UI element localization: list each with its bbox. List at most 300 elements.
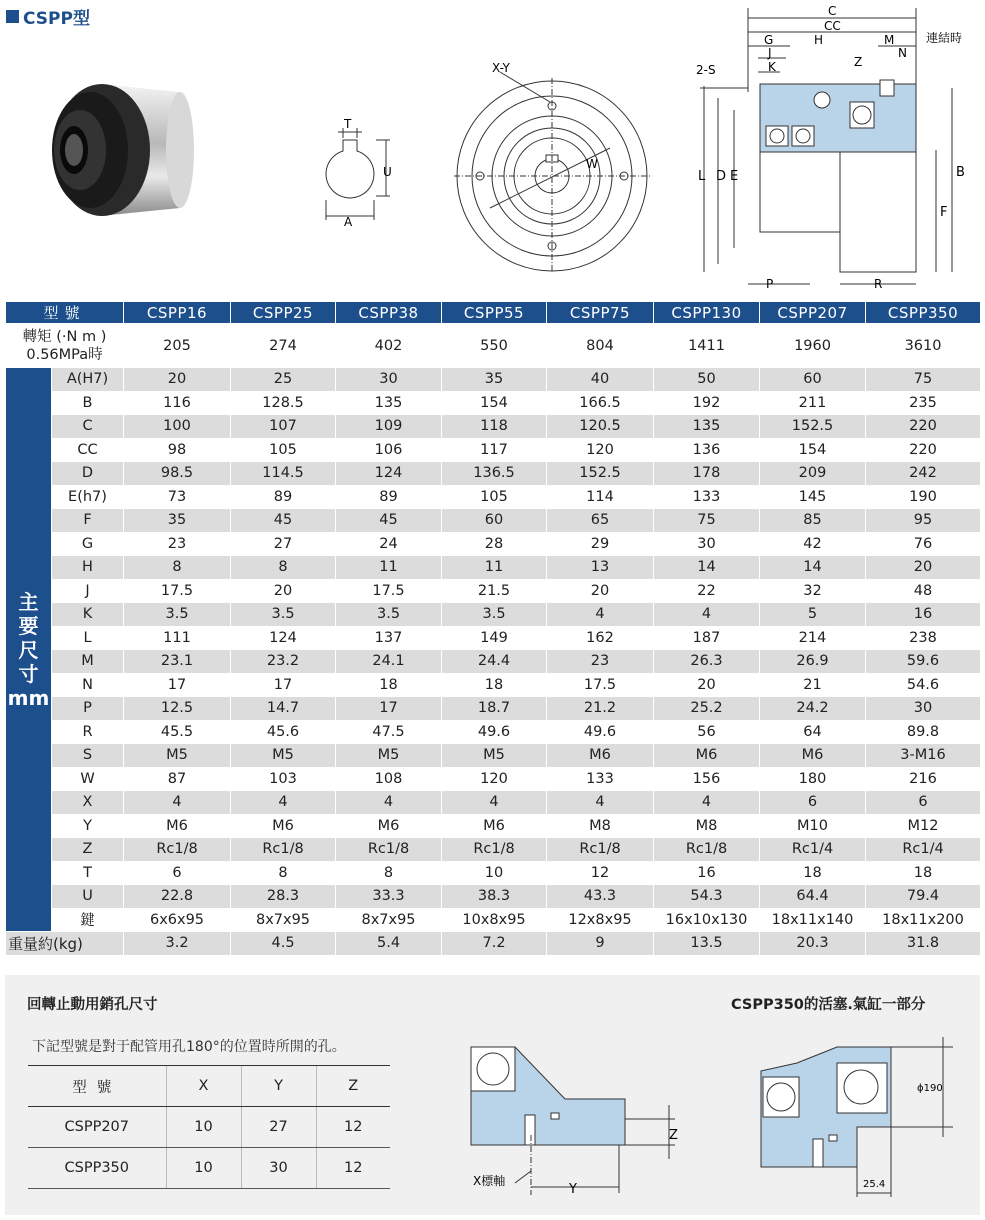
table-cell: 24.2 [760, 697, 866, 721]
pin-x-axis-label: X標軸 [473, 1174, 506, 1188]
table-cell: 192 [654, 391, 760, 415]
table-cell: 10x8x95 [442, 908, 547, 932]
table-row [6, 908, 981, 932]
w-label: W [586, 157, 598, 171]
table-cell: 18x11x140 [760, 908, 866, 932]
pin-y-label: Y [569, 1182, 577, 1197]
table-cell: 8 [336, 861, 442, 885]
table-cell: 8x7x95 [231, 908, 336, 932]
table-cell: 238 [866, 626, 981, 650]
front-view-diagram [440, 58, 655, 273]
table-cell: 190 [866, 485, 981, 509]
table-row [6, 485, 981, 509]
pin-header-cell: X [166, 1066, 241, 1107]
header-model: CSPP16 [124, 302, 231, 324]
pin-cell: CSPP350 [28, 1148, 166, 1189]
header-model: CSPP75 [547, 302, 654, 324]
table-cell: M6 [547, 744, 654, 768]
pin-header-row [28, 1066, 390, 1107]
row-label: R [52, 720, 124, 744]
pin-header-cell: Y [241, 1066, 316, 1107]
table-cell: 152.5 [760, 415, 866, 439]
row-label: F [52, 509, 124, 533]
table-cell: 98 [124, 438, 231, 462]
table-cell: 274 [231, 324, 336, 368]
title-square-icon [6, 10, 19, 23]
table-cell: 145 [760, 485, 866, 509]
table-cell: 103 [231, 767, 336, 791]
table-cell: 187 [654, 626, 760, 650]
weight-row [6, 932, 981, 956]
table-cell: 9 [547, 932, 654, 956]
table-cell: 3.2 [124, 932, 231, 956]
table-cell: 220 [866, 438, 981, 462]
table-cell: 12x8x95 [547, 908, 654, 932]
table-cell: 30 [654, 532, 760, 556]
table-cell: 32 [760, 579, 866, 603]
table-cell: 13.5 [654, 932, 760, 956]
table-cell: 24.1 [336, 650, 442, 674]
pin-header-cell: Z [316, 1066, 390, 1107]
table-cell: 21 [760, 673, 866, 697]
table-cell: 4 [336, 791, 442, 815]
table-cell: Rc1/4 [760, 838, 866, 862]
table-cell: 1411 [654, 324, 760, 368]
spec-table [5, 301, 981, 956]
cross-section-diagram [690, 2, 980, 292]
table-cell: 109 [336, 415, 442, 439]
table-cell: 120 [547, 438, 654, 462]
table-cell: 4 [654, 791, 760, 815]
table-cell: M6 [654, 744, 760, 768]
table-cell: Rc1/8 [654, 838, 760, 862]
table-cell: 30 [866, 697, 981, 721]
table-cell: 73 [124, 485, 231, 509]
torque-label: 轉矩 (·N m ) 0.56MPa時 [6, 324, 124, 368]
table-cell: 13 [547, 556, 654, 580]
table-cell: 211 [760, 391, 866, 415]
table-cell: 75 [654, 509, 760, 533]
pin-cell: 27 [241, 1107, 316, 1148]
torque-row [6, 324, 981, 368]
table-row [6, 791, 981, 815]
row-label: U [52, 885, 124, 909]
row-label: CC [52, 438, 124, 462]
pin-cell: 30 [241, 1148, 316, 1189]
table-cell: 64.4 [760, 885, 866, 909]
table-cell: 26.3 [654, 650, 760, 674]
table-cell: 64 [760, 720, 866, 744]
table-cell: 1960 [760, 324, 866, 368]
table-cell: 18 [866, 861, 981, 885]
f-label: F [940, 205, 948, 220]
table-cell: 60 [442, 509, 547, 533]
table-cell: 6 [124, 861, 231, 885]
table-cell: M10 [760, 814, 866, 838]
table-cell: 242 [866, 462, 981, 486]
table-cell: 804 [547, 324, 654, 368]
table-cell: M12 [866, 814, 981, 838]
table-cell: M5 [336, 744, 442, 768]
table-cell: 22.8 [124, 885, 231, 909]
table-cell: 56 [654, 720, 760, 744]
table-cell: Rc1/8 [547, 838, 654, 862]
table-cell: 43.3 [547, 885, 654, 909]
table-row [6, 438, 981, 462]
table-row [6, 720, 981, 744]
table-cell: 4 [124, 791, 231, 815]
table-cell: 235 [866, 391, 981, 415]
table-cell: 5.4 [336, 932, 442, 956]
table-cell: 21.2 [547, 697, 654, 721]
table-cell: 152.5 [547, 462, 654, 486]
table-cell: 6 [760, 791, 866, 815]
table-cell: 6 [866, 791, 981, 815]
table-cell: 50 [654, 368, 760, 392]
table-cell: 3.5 [442, 603, 547, 627]
table-cell: 54.3 [654, 885, 760, 909]
m-label: M [884, 33, 895, 47]
table-cell: 30 [336, 368, 442, 392]
row-label: W [52, 767, 124, 791]
table-cell: 137 [336, 626, 442, 650]
table-cell: 4 [442, 791, 547, 815]
pin-cell: 10 [166, 1107, 241, 1148]
row-label: G [52, 532, 124, 556]
table-cell: 21.5 [442, 579, 547, 603]
row-label: J [52, 579, 124, 603]
table-cell: 20 [124, 368, 231, 392]
table-cell: Rc1/8 [231, 838, 336, 862]
table-cell: 76 [866, 532, 981, 556]
table-cell: 14.7 [231, 697, 336, 721]
table-row [6, 767, 981, 791]
pin-row [28, 1148, 390, 1189]
table-cell: 402 [336, 324, 442, 368]
table-cell: 166.5 [547, 391, 654, 415]
table-row [6, 744, 981, 768]
table-cell: 24 [336, 532, 442, 556]
table-cell: 17 [231, 673, 336, 697]
table-cell: 23.2 [231, 650, 336, 674]
table-cell: 89 [231, 485, 336, 509]
table-cell: 114 [547, 485, 654, 509]
table-cell: 85 [760, 509, 866, 533]
table-cell: 4 [547, 791, 654, 815]
xy-label: X-Y [492, 61, 510, 75]
table-cell: 8x7x95 [336, 908, 442, 932]
table-cell: 100 [124, 415, 231, 439]
table-row [6, 509, 981, 533]
side-label: 主 要 尺 寸 mm [6, 368, 52, 932]
e-label: E [730, 169, 739, 184]
table-cell: 220 [866, 415, 981, 439]
key-t-label: T [344, 118, 352, 131]
table-row [6, 603, 981, 627]
table-cell: 95 [866, 509, 981, 533]
row-label: C [52, 415, 124, 439]
table-cell: 16 [654, 861, 760, 885]
table-cell: 45.6 [231, 720, 336, 744]
table-cell: M6 [442, 814, 547, 838]
piston-dia-label: ϕ190 [917, 1083, 943, 1094]
pin-hole-diagram [455, 1035, 695, 1205]
table-cell: 11 [442, 556, 547, 580]
table-cell: 14 [654, 556, 760, 580]
table-row [6, 838, 981, 862]
row-label: S [52, 744, 124, 768]
pin-section-title: 回轉止動用銷孔尺寸 [27, 997, 158, 1013]
k-label: K [768, 60, 776, 74]
table-row [6, 814, 981, 838]
table-cell: 87 [124, 767, 231, 791]
table-cell: M6 [336, 814, 442, 838]
table-cell: 38.3 [442, 885, 547, 909]
table-row [6, 415, 981, 439]
table-cell: 118 [442, 415, 547, 439]
pin-note: 下記型號是對于配管用孔180°的位置時所開的孔。 [32, 1039, 346, 1055]
table-cell: 29 [547, 532, 654, 556]
table-row [6, 885, 981, 909]
r-label: R [874, 277, 883, 291]
row-label: E(h7) [52, 485, 124, 509]
table-cell: 4 [547, 603, 654, 627]
l-label: L [698, 169, 706, 184]
table-cell: 79.4 [866, 885, 981, 909]
table-cell: 16 [866, 603, 981, 627]
cc-label: CC [824, 19, 841, 33]
table-cell: 116 [124, 391, 231, 415]
header-model: CSPP350 [866, 302, 981, 324]
piston-section-title: CSPP350的活塞.氣缸一部分 [731, 997, 926, 1013]
table-cell: M5 [124, 744, 231, 768]
table-cell: 35 [442, 368, 547, 392]
table-cell: 6x6x95 [124, 908, 231, 932]
h-label: H [814, 33, 824, 47]
c-label: C [828, 4, 837, 18]
table-cell: 136 [654, 438, 760, 462]
table-cell: 12 [547, 861, 654, 885]
b-label: B [956, 165, 965, 180]
table-cell: 26.9 [760, 650, 866, 674]
table-cell: 11 [336, 556, 442, 580]
table-cell: 18 [336, 673, 442, 697]
row-label: Z [52, 838, 124, 862]
row-label: L [52, 626, 124, 650]
table-row [6, 532, 981, 556]
table-cell: 8 [124, 556, 231, 580]
table-cell: M8 [654, 814, 760, 838]
piston-dim-label: 25.4 [863, 1179, 886, 1190]
table-cell: 108 [336, 767, 442, 791]
table-cell: 25 [231, 368, 336, 392]
table-row [6, 650, 981, 674]
table-cell: M6 [124, 814, 231, 838]
bolt-label: 2-S [696, 63, 716, 77]
table-cell: 3-M16 [866, 744, 981, 768]
table-cell: 25.2 [654, 697, 760, 721]
table-cell: 7.2 [442, 932, 547, 956]
table-cell: 114.5 [231, 462, 336, 486]
table-cell: 28.3 [231, 885, 336, 909]
table-cell: Rc1/8 [442, 838, 547, 862]
pin-cell: CSPP207 [28, 1107, 166, 1148]
table-cell: 20 [866, 556, 981, 580]
table-cell: 8 [231, 861, 336, 885]
table-cell: 3.5 [124, 603, 231, 627]
pin-z-label: Z [669, 1128, 678, 1143]
table-cell: 3.5 [231, 603, 336, 627]
table-cell: 4 [654, 603, 760, 627]
table-cell: 107 [231, 415, 336, 439]
table-cell: 154 [442, 391, 547, 415]
table-cell: 133 [547, 767, 654, 791]
table-cell: 136.5 [442, 462, 547, 486]
product-photo [30, 70, 210, 230]
table-cell: 49.6 [442, 720, 547, 744]
row-label: P [52, 697, 124, 721]
row-label: A(H7) [52, 368, 124, 392]
row-label: 鍵 [52, 908, 124, 932]
table-row [6, 391, 981, 415]
row-label: K [52, 603, 124, 627]
header-model: CSPP55 [442, 302, 547, 324]
row-label: X [52, 791, 124, 815]
table-cell: 65 [547, 509, 654, 533]
table-cell: 89 [336, 485, 442, 509]
table-cell: 18x11x200 [866, 908, 981, 932]
table-cell: 124 [336, 462, 442, 486]
pin-table [28, 1065, 390, 1189]
table-cell: 178 [654, 462, 760, 486]
table-row [6, 673, 981, 697]
table-cell: 18.7 [442, 697, 547, 721]
header-model-label: 型號 [6, 302, 124, 324]
table-cell: 156 [654, 767, 760, 791]
table-cell: 17 [336, 697, 442, 721]
table-cell: 20.3 [760, 932, 866, 956]
table-cell: 5 [760, 603, 866, 627]
table-cell: 14 [760, 556, 866, 580]
table-cell: 105 [231, 438, 336, 462]
row-label: M [52, 650, 124, 674]
table-cell: 45 [336, 509, 442, 533]
pin-row [28, 1107, 390, 1148]
table-cell: 28 [442, 532, 547, 556]
table-cell: 49.6 [547, 720, 654, 744]
table-cell: 18 [760, 861, 866, 885]
table-cell: 120 [442, 767, 547, 791]
g-label: G [764, 33, 774, 47]
row-label: T [52, 861, 124, 885]
keyway-diagram [310, 118, 400, 230]
table-cell: 162 [547, 626, 654, 650]
key-a-label: A [344, 215, 353, 229]
page-title: CSPP型 [6, 4, 90, 29]
weight-label: 重量約(kg) [6, 932, 124, 956]
table-cell: 59.6 [866, 650, 981, 674]
table-cell: 75 [866, 368, 981, 392]
row-label: D [52, 462, 124, 486]
table-cell: 35 [124, 509, 231, 533]
table-cell: 16x10x130 [654, 908, 760, 932]
table-cell: 117 [442, 438, 547, 462]
table-cell: 4 [231, 791, 336, 815]
key-u-label: U [383, 165, 392, 179]
table-cell: 60 [760, 368, 866, 392]
table-cell: 22 [654, 579, 760, 603]
table-cell: Rc1/4 [866, 838, 981, 862]
table-cell: 8 [231, 556, 336, 580]
table-cell: 180 [760, 767, 866, 791]
z-label: Z [854, 55, 863, 69]
table-cell: 48 [866, 579, 981, 603]
pin-cell: 12 [316, 1148, 390, 1189]
table-cell: 3.5 [336, 603, 442, 627]
row-label: B [52, 391, 124, 415]
p-label: P [766, 277, 774, 291]
table-cell: 98.5 [124, 462, 231, 486]
table-cell: 20 [654, 673, 760, 697]
table-cell: 54.6 [866, 673, 981, 697]
table-row [6, 579, 981, 603]
table-cell: Rc1/8 [124, 838, 231, 862]
table-cell: 42 [760, 532, 866, 556]
table-cell: 3610 [866, 324, 981, 368]
table-cell: 209 [760, 462, 866, 486]
table-cell: 128.5 [231, 391, 336, 415]
table-cell: 20 [231, 579, 336, 603]
table-row [6, 861, 981, 885]
table-cell: 133 [654, 485, 760, 509]
pin-cell: 12 [316, 1107, 390, 1148]
table-cell: 17 [124, 673, 231, 697]
bottom-panel [5, 975, 980, 1215]
table-cell: 124 [231, 626, 336, 650]
table-cell: 89.8 [866, 720, 981, 744]
table-cell: 12.5 [124, 697, 231, 721]
table-cell: 205 [124, 324, 231, 368]
table-row [6, 626, 981, 650]
connect-label: 連結時 [926, 31, 963, 45]
n-label: N [898, 46, 907, 60]
table-cell: 18 [442, 673, 547, 697]
pin-header-cell: 型號 [28, 1066, 166, 1107]
table-cell: 106 [336, 438, 442, 462]
header-model: CSPP25 [231, 302, 336, 324]
table-cell: 17.5 [124, 579, 231, 603]
row-label: N [52, 673, 124, 697]
table-cell: 105 [442, 485, 547, 509]
table-cell: 135 [336, 391, 442, 415]
table-cell: 33.3 [336, 885, 442, 909]
table-cell: 550 [442, 324, 547, 368]
header-model: CSPP38 [336, 302, 442, 324]
table-row [6, 697, 981, 721]
table-cell: 135 [654, 415, 760, 439]
table-cell: 23 [547, 650, 654, 674]
table-cell: M5 [231, 744, 336, 768]
table-row [6, 556, 981, 580]
pin-cell: 10 [166, 1148, 241, 1189]
d-label: D [716, 169, 727, 184]
table-header-row [6, 302, 981, 324]
table-row [6, 368, 981, 392]
table-cell: 17.5 [547, 673, 654, 697]
table-cell: 27 [231, 532, 336, 556]
table-cell: 23.1 [124, 650, 231, 674]
row-label: Y [52, 814, 124, 838]
